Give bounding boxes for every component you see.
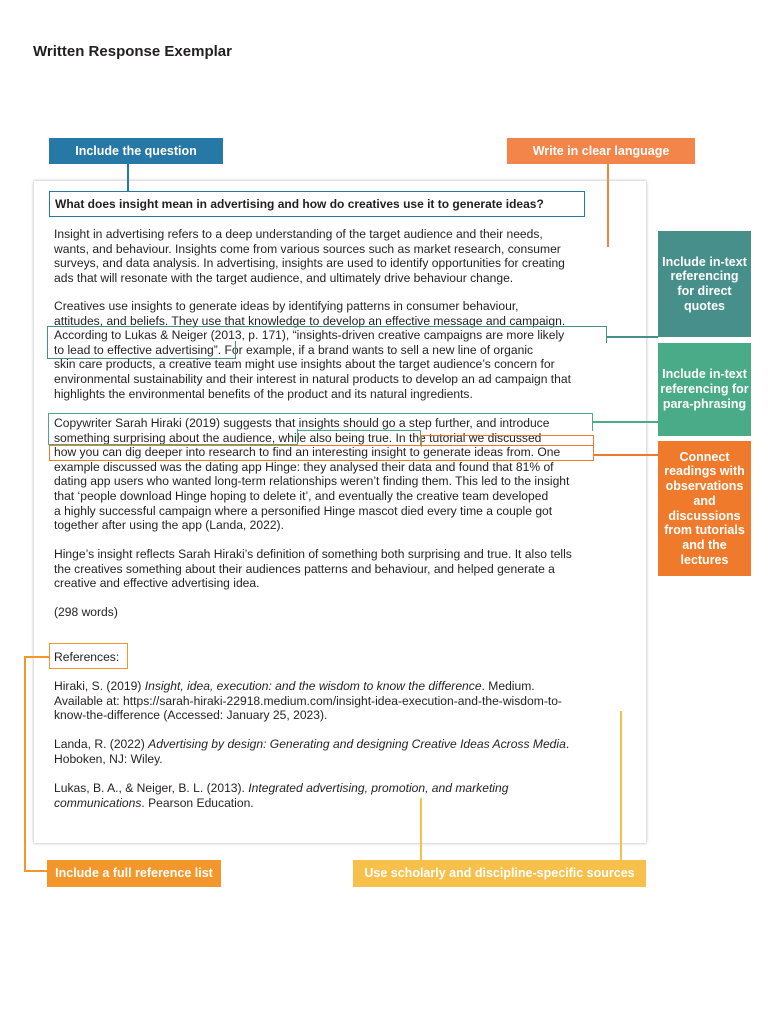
- annotation-clear-language: Write in clear language: [507, 138, 695, 164]
- annotation-connect-readings: Connect readings with observations and discussions from tutorials and the lectures: [658, 441, 751, 576]
- paragraph-line: attitudes, and beliefs. They use that knowledge to develop an effective message and campaign.: [54, 313, 566, 328]
- paragraph-line: to lead to effective advertising”. For example, if a brand wants to sell a new line of organic: [54, 342, 534, 357]
- paragraph-line: something surprising about the audience, while also being true. In the tutorial we discussed: [54, 430, 542, 445]
- paragraph-line: surveys, and data analysis. In advertising, insights are used to identify opportunities for creating: [54, 256, 565, 271]
- paragraph-line: that ‘people download Hinge hoping to delete it’, and eventually the creative team developed: [54, 488, 549, 503]
- paragraph-3: [54, 416, 616, 533]
- paragraph-line: Creatives use insights to generate ideas by identifying patterns in consumer behaviour,: [54, 299, 519, 313]
- paragraph-line: a highly successful campaign where a personified Hinge mascot died every time a couple got: [54, 503, 553, 518]
- reference-2: [54, 737, 616, 766]
- annotation-full-reference-list: Include a full reference list: [47, 860, 221, 887]
- paragraph-line: wants, and behaviour. Insights come from various sources such as market research, consumer: [54, 241, 561, 256]
- annotation-scholarly-sources: Use scholarly and discipline-specific sources: [353, 860, 646, 887]
- paragraph-line: together after using the app (Landa, 2022).: [54, 518, 284, 533]
- paragraph-2: [54, 299, 616, 401]
- reference-line: Lukas, B. A., & Neiger, B. L. (2013). Integrated advertising, promotion, and marketing: [54, 781, 509, 795]
- reference-3: [54, 781, 616, 810]
- paragraph-line: Copywriter Sarah Hiraki (2019) suggests that insights should go a step further, and introduce: [54, 416, 550, 430]
- paragraph-line: the creatives something about their audiences patterns and behaviour, and helped generate a: [54, 561, 555, 576]
- paragraph-line: example discussed was the dating app Hinge: they analysed their data and found that 81% of: [54, 459, 554, 474]
- reference-line: Hiraki, S. (2019) Insight, idea, execution: and the wisdom to know the difference. Medium.: [54, 679, 535, 693]
- paragraph-line: highlights the environmental benefits of the product and its natural ingredients.: [54, 386, 473, 401]
- connector-refs-bottom: [24, 870, 47, 872]
- reference-line: Available at: https://sarah-hiraki-22918.medium.com/insight-idea-execution-and-the-wisdom-to-: [54, 693, 562, 708]
- reference-line: know-the-difference (Accessed: January 25, 2023).: [54, 708, 328, 723]
- paragraph-line: ads that will resonate with the target audience, and ultimately drive behaviour change.: [54, 270, 514, 285]
- connector-refs-vertical: [24, 656, 26, 870]
- connector-question: [127, 164, 129, 191]
- paragraph-line: Hinge’s insight reflects Sarah Hiraki’s definition of something both surprising and true. It also tells: [54, 547, 572, 561]
- connector-refs-top: [24, 656, 49, 658]
- reference-line: communications. Pearson Education.: [54, 795, 254, 810]
- reference-1: [54, 679, 616, 723]
- reference-line: Landa, R. (2022) Advertising by design: Generating and designing Creative Ideas Across Media.: [54, 737, 570, 751]
- annotation-paraphrasing: Include in-text referencing for para-phrasing: [658, 343, 751, 436]
- paragraph-line: skin care products, a creative team might use insights about the target audience’s concern for: [54, 357, 555, 372]
- word-count: [54, 605, 616, 620]
- word-count-text: (298 words): [54, 605, 118, 619]
- paragraph-4: [54, 547, 616, 591]
- paragraph-1: [54, 227, 616, 285]
- paragraph-line: dating app users who wanted long-term relationships weren’t finding them. This led to the insight: [54, 474, 570, 489]
- reference-line: Hoboken, NJ: Wiley.: [54, 751, 163, 766]
- paragraph-line: Insight in advertising refers to a deep understanding of the target audience and their needs,: [54, 227, 543, 241]
- annotation-direct-quotes: Include in-text referencing for direct quotes: [658, 231, 751, 337]
- essay-question: What does insight mean in advertising and how do creatives use it to generate ideas?: [49, 191, 585, 217]
- paragraph-line: environmental sustainability and their interest in natural products to develop an ad campaign that: [54, 371, 571, 386]
- references-heading: [54, 650, 616, 665]
- paragraph-line: how you can dig deeper into research to find an interesting insight to generate ideas from. One: [54, 445, 561, 460]
- connector-scholarly-right: [620, 711, 622, 860]
- annotation-include-question: Include the question: [49, 138, 223, 164]
- paragraph-line: According to Lukas & Neiger (2013, p. 171), “insights-driven creative campaigns are more likely: [54, 328, 565, 343]
- page-heading: Written Response Exemplar: [33, 43, 232, 60]
- paragraph-line: creative and effective advertising idea.: [54, 576, 260, 591]
- references-heading-text: References:: [54, 650, 120, 664]
